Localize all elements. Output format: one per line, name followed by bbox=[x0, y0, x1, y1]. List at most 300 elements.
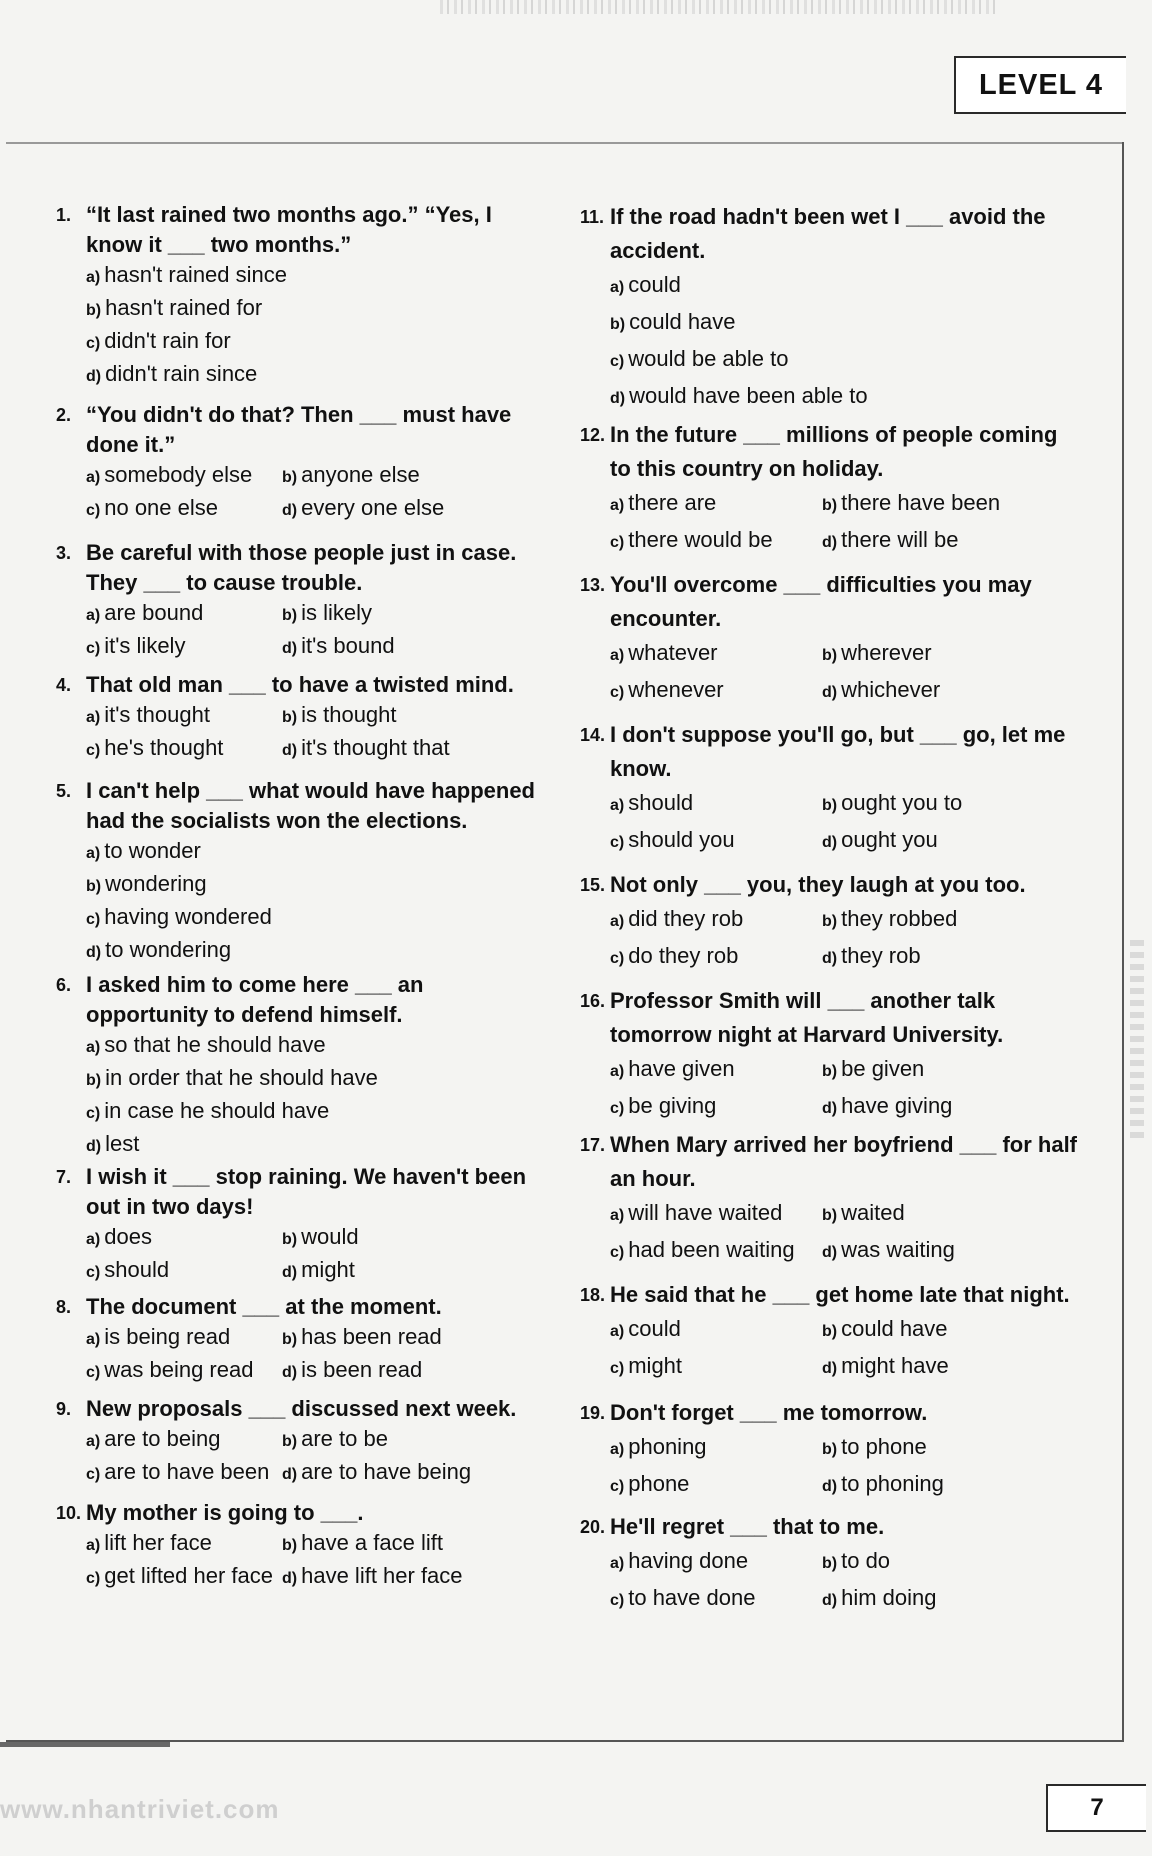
question-18 bbox=[580, 1278, 1080, 1386]
answer-option[interactable] bbox=[610, 1196, 822, 1233]
option-text: could have bbox=[841, 1316, 948, 1341]
option-text: have lift her face bbox=[301, 1563, 463, 1588]
answer-option[interactable] bbox=[86, 733, 282, 766]
option-letter: b) bbox=[822, 913, 838, 930]
option-text: to phone bbox=[841, 1434, 927, 1459]
answer-option[interactable] bbox=[610, 1430, 822, 1467]
option-text: are bound bbox=[104, 600, 204, 625]
option-text: to wonder bbox=[104, 838, 201, 863]
answer-option[interactable] bbox=[822, 1581, 1080, 1618]
question-text: “You didn't do that? Then ___ must have done it.” bbox=[86, 402, 512, 457]
answer-option[interactable] bbox=[610, 786, 822, 823]
option-text: could bbox=[628, 272, 681, 297]
option-text: hasn't rained since bbox=[104, 262, 287, 287]
option-text: having done bbox=[628, 1548, 749, 1573]
option-text: they rob bbox=[841, 943, 921, 968]
answer-option[interactable] bbox=[86, 293, 546, 326]
option-text: would be able to bbox=[628, 346, 789, 371]
answer-option[interactable] bbox=[86, 902, 546, 935]
option-letter: a) bbox=[86, 709, 101, 726]
answer-option[interactable] bbox=[610, 1544, 822, 1581]
option-text: lift her face bbox=[104, 1530, 212, 1555]
answer-option[interactable] bbox=[282, 493, 546, 526]
answer-option[interactable] bbox=[86, 1424, 282, 1457]
option-text: might bbox=[628, 1353, 683, 1378]
option-letter: c) bbox=[86, 640, 101, 657]
answer-options bbox=[610, 786, 1080, 860]
answer-option[interactable] bbox=[86, 631, 282, 664]
option-text: having wondered bbox=[104, 904, 272, 929]
question-14 bbox=[580, 718, 1080, 860]
option-text: be given bbox=[841, 1056, 925, 1081]
option-text: there are bbox=[628, 490, 717, 515]
option-text: wherever bbox=[841, 640, 932, 665]
level-label: LEVEL 4 bbox=[978, 68, 1104, 101]
option-text: are to being bbox=[104, 1426, 221, 1451]
question-number: 7. bbox=[56, 1167, 72, 1187]
question-17 bbox=[580, 1128, 1080, 1270]
question-text: I asked him to come here ___ an opportunity to defend himself. bbox=[86, 972, 424, 1027]
answer-option[interactable] bbox=[610, 1052, 822, 1089]
question-5 bbox=[56, 776, 546, 968]
option-text: might have bbox=[841, 1353, 949, 1378]
option-letter: b) bbox=[282, 469, 298, 486]
answer-option[interactable] bbox=[86, 1255, 282, 1288]
answer-option[interactable] bbox=[282, 1528, 546, 1561]
option-letter: a) bbox=[86, 1039, 101, 1056]
answer-option[interactable] bbox=[86, 700, 282, 733]
question-number: 9. bbox=[56, 1399, 72, 1419]
option-text: phone bbox=[628, 1471, 690, 1496]
option-text: have given bbox=[628, 1056, 735, 1081]
answer-option[interactable] bbox=[822, 486, 1080, 523]
option-letter: b) bbox=[822, 797, 838, 814]
option-letter: a) bbox=[610, 1063, 625, 1080]
question-text: Be careful with those people just in case. They ___ to cause trouble. bbox=[86, 540, 517, 595]
option-text: is likely bbox=[301, 600, 373, 625]
option-letter: c) bbox=[610, 1360, 625, 1377]
question-number: 8. bbox=[56, 1297, 72, 1317]
option-letter: b) bbox=[282, 709, 298, 726]
option-text: are to have being bbox=[301, 1459, 472, 1484]
answer-option[interactable] bbox=[86, 1457, 282, 1490]
question-number: 13. bbox=[580, 575, 606, 595]
answer-option[interactable] bbox=[610, 523, 822, 560]
option-letter: c) bbox=[86, 502, 101, 519]
option-text: is been read bbox=[301, 1357, 423, 1382]
option-text: are to be bbox=[301, 1426, 388, 1451]
answer-option[interactable] bbox=[86, 1096, 546, 1129]
question-text: Don't forget ___ me tomorrow. bbox=[610, 1400, 928, 1425]
answer-option[interactable] bbox=[282, 1255, 546, 1288]
page-number-box bbox=[1046, 1784, 1146, 1832]
question-text: Professor Smith will ___ another talk tomorrow night at Harvard University. bbox=[610, 988, 1004, 1047]
option-letter: a) bbox=[86, 1433, 101, 1450]
level-heading bbox=[954, 56, 1126, 114]
answer-option[interactable] bbox=[822, 902, 1080, 939]
question-text: New proposals ___ discussed next week. bbox=[86, 1396, 517, 1421]
answer-option[interactable] bbox=[822, 1052, 1080, 1089]
option-text: somebody else bbox=[104, 462, 253, 487]
option-letter: a) bbox=[86, 1331, 101, 1348]
option-text: have a face lift bbox=[301, 1530, 443, 1555]
answer-option[interactable] bbox=[282, 1322, 546, 1355]
question-text: Not only ___ you, they laugh at you too. bbox=[610, 872, 1026, 897]
question-number: 5. bbox=[56, 781, 72, 801]
question-text: That old man ___ to have a twisted mind. bbox=[86, 672, 514, 697]
option-text: lest bbox=[105, 1131, 140, 1156]
option-text: there would be bbox=[628, 527, 773, 552]
option-letter: a) bbox=[86, 469, 101, 486]
option-text: could have bbox=[629, 309, 736, 334]
answer-option[interactable] bbox=[610, 268, 1080, 305]
question-text: He said that he ___ get home late that night. bbox=[610, 1282, 1070, 1307]
option-letter: c) bbox=[610, 1592, 625, 1609]
question-6 bbox=[56, 970, 546, 1162]
answer-options bbox=[86, 260, 546, 392]
answer-option[interactable] bbox=[822, 1467, 1080, 1504]
option-text: might bbox=[301, 1257, 355, 1282]
option-text: in order that he should have bbox=[105, 1065, 378, 1090]
answer-options bbox=[610, 1196, 1080, 1270]
answer-option[interactable] bbox=[86, 460, 282, 493]
answer-option[interactable] bbox=[282, 460, 546, 493]
question-text: If the road hadn't been wet I ___ avoid the accident. bbox=[610, 204, 1046, 263]
answer-option[interactable] bbox=[86, 869, 546, 902]
answer-options bbox=[86, 598, 546, 664]
option-letter: c) bbox=[610, 684, 625, 701]
option-letter: d) bbox=[822, 1592, 838, 1609]
scan-noise-top bbox=[440, 0, 1000, 14]
answer-option[interactable] bbox=[610, 1233, 822, 1270]
option-letter: d) bbox=[282, 1364, 298, 1381]
answer-option[interactable] bbox=[282, 700, 546, 733]
option-letter: b) bbox=[86, 1072, 102, 1089]
answer-option[interactable] bbox=[822, 1196, 1080, 1233]
option-letter: b) bbox=[822, 1207, 838, 1224]
answer-option[interactable] bbox=[86, 260, 546, 293]
answer-option[interactable] bbox=[282, 1561, 546, 1594]
question-stem bbox=[580, 984, 1080, 1052]
question-text: In the future ___ millions of people coming to this country on holiday. bbox=[610, 422, 1058, 481]
answer-options bbox=[86, 1322, 546, 1388]
option-text: no one else bbox=[104, 495, 218, 520]
option-letter: b) bbox=[282, 1537, 298, 1554]
answer-option[interactable] bbox=[282, 631, 546, 664]
answer-options bbox=[86, 836, 546, 968]
answer-options bbox=[86, 1424, 546, 1490]
option-letter: c) bbox=[86, 742, 101, 759]
question-19 bbox=[580, 1396, 1080, 1504]
option-text: is thought bbox=[301, 702, 397, 727]
option-text: ought you bbox=[841, 827, 938, 852]
option-text: there have been bbox=[841, 490, 1001, 515]
question-stem bbox=[580, 200, 1080, 268]
option-text: anyone else bbox=[301, 462, 420, 487]
option-text: be giving bbox=[628, 1093, 717, 1118]
answer-option[interactable] bbox=[610, 1312, 822, 1349]
answer-option[interactable] bbox=[610, 379, 1080, 416]
answer-option[interactable] bbox=[610, 1349, 822, 1386]
answer-option[interactable] bbox=[282, 1222, 546, 1255]
answer-options bbox=[86, 1528, 546, 1594]
answer-option[interactable] bbox=[822, 1430, 1080, 1467]
option-text: would have been able to bbox=[629, 383, 868, 408]
answer-option[interactable] bbox=[822, 786, 1080, 823]
answer-option[interactable] bbox=[86, 598, 282, 631]
question-4 bbox=[56, 670, 546, 766]
question-stem bbox=[56, 1292, 546, 1322]
question-number: 19. bbox=[580, 1403, 606, 1423]
answer-option[interactable] bbox=[822, 1089, 1080, 1126]
option-letter: a) bbox=[86, 845, 101, 862]
answer-option[interactable] bbox=[610, 342, 1080, 379]
answer-options bbox=[610, 1430, 1080, 1504]
answer-option[interactable] bbox=[610, 305, 1080, 342]
option-letter: a) bbox=[86, 607, 101, 624]
option-text: had been waiting bbox=[628, 1237, 795, 1262]
option-letter: d) bbox=[86, 1138, 102, 1155]
option-text: does bbox=[104, 1224, 152, 1249]
answer-option[interactable] bbox=[822, 1312, 1080, 1349]
option-letter: b) bbox=[822, 1441, 838, 1458]
question-text: I wish it ___ stop raining. We haven't been out in two days! bbox=[86, 1164, 527, 1219]
answer-option[interactable] bbox=[610, 1089, 822, 1126]
option-letter: d) bbox=[282, 1466, 298, 1483]
answer-option[interactable] bbox=[86, 1030, 546, 1063]
answer-options bbox=[610, 636, 1080, 710]
option-letter: d) bbox=[282, 502, 298, 519]
option-letter: c) bbox=[86, 1466, 101, 1483]
option-text: it's thought that bbox=[301, 735, 450, 760]
question-number: 6. bbox=[56, 975, 72, 995]
question-stem bbox=[580, 1510, 1080, 1544]
option-letter: c) bbox=[86, 335, 101, 352]
option-text: whichever bbox=[841, 677, 941, 702]
option-letter: c) bbox=[610, 1478, 625, 1495]
option-letter: d) bbox=[822, 684, 838, 701]
option-text: was being read bbox=[104, 1357, 254, 1382]
option-letter: a) bbox=[610, 1441, 625, 1458]
option-letter: d) bbox=[822, 1478, 838, 1495]
answer-option[interactable] bbox=[610, 939, 822, 976]
option-text: it's bound bbox=[301, 633, 395, 658]
answer-option[interactable] bbox=[86, 1063, 546, 1096]
option-letter: c) bbox=[610, 534, 625, 551]
answer-options bbox=[610, 1312, 1080, 1386]
answer-option[interactable] bbox=[282, 598, 546, 631]
option-text: didn't rain since bbox=[105, 361, 258, 386]
option-letter: a) bbox=[610, 913, 625, 930]
answer-option[interactable] bbox=[822, 1544, 1080, 1581]
option-text: should bbox=[104, 1257, 170, 1282]
question-number: 16. bbox=[580, 991, 606, 1011]
option-letter: b) bbox=[282, 607, 298, 624]
question-stem bbox=[56, 200, 546, 260]
question-number: 2. bbox=[56, 405, 72, 425]
option-text: there will be bbox=[841, 527, 959, 552]
option-text: get lifted her face bbox=[104, 1563, 274, 1588]
option-text: hasn't rained for bbox=[105, 295, 263, 320]
option-text: should you bbox=[628, 827, 735, 852]
question-number: 20. bbox=[580, 1517, 606, 1537]
option-letter: c) bbox=[86, 911, 101, 928]
option-text: did they rob bbox=[628, 906, 744, 931]
option-letter: d) bbox=[282, 1264, 298, 1281]
option-text: could bbox=[628, 1316, 681, 1341]
question-2 bbox=[56, 400, 546, 526]
option-letter: b) bbox=[86, 302, 102, 319]
question-text: “It last rained two months ago.” “Yes, I know it ___ two months.” bbox=[86, 202, 492, 257]
question-stem bbox=[580, 1396, 1080, 1430]
option-letter: d) bbox=[86, 368, 102, 385]
question-number: 17. bbox=[580, 1135, 606, 1155]
answer-option[interactable] bbox=[610, 673, 822, 710]
option-letter: c) bbox=[610, 353, 625, 370]
option-letter: b) bbox=[822, 1063, 838, 1080]
question-number: 10. bbox=[56, 1503, 82, 1523]
answer-options bbox=[86, 1222, 546, 1288]
answer-option[interactable] bbox=[282, 1355, 546, 1388]
option-text: phoning bbox=[628, 1434, 707, 1459]
option-letter: c) bbox=[610, 1100, 625, 1117]
answer-option[interactable] bbox=[86, 935, 546, 968]
answer-option[interactable] bbox=[86, 493, 282, 526]
option-text: him doing bbox=[841, 1585, 937, 1610]
option-text: to have done bbox=[628, 1585, 756, 1610]
question-number: 18. bbox=[580, 1285, 606, 1305]
answer-option[interactable] bbox=[282, 1424, 546, 1457]
question-stem bbox=[56, 538, 546, 598]
question-number: 4. bbox=[56, 675, 72, 695]
option-letter: c) bbox=[86, 1264, 101, 1281]
question-number: 11. bbox=[580, 207, 605, 227]
option-letter: a) bbox=[610, 279, 625, 296]
option-text: it's thought bbox=[104, 702, 210, 727]
option-text: it's likely bbox=[104, 633, 186, 658]
question-number: 1. bbox=[56, 205, 72, 225]
question-stem bbox=[580, 1278, 1080, 1312]
option-letter: c) bbox=[610, 834, 625, 851]
question-text: He'll regret ___ that to me. bbox=[610, 1514, 885, 1539]
question-number: 3. bbox=[56, 543, 72, 563]
answer-option[interactable] bbox=[282, 1457, 546, 1490]
question-16 bbox=[580, 984, 1080, 1126]
answer-option[interactable] bbox=[86, 326, 546, 359]
answer-option[interactable] bbox=[86, 1561, 282, 1594]
answer-option[interactable] bbox=[86, 836, 546, 869]
answer-option[interactable] bbox=[86, 1322, 282, 1355]
option-letter: a) bbox=[86, 269, 101, 286]
question-number: 14. bbox=[580, 725, 606, 745]
answer-option[interactable] bbox=[86, 1528, 282, 1561]
question-text: When Mary arrived her boyfriend ___ for half an hour. bbox=[610, 1132, 1078, 1191]
option-letter: b) bbox=[86, 878, 102, 895]
option-text: in case he should have bbox=[104, 1098, 330, 1123]
answer-options bbox=[610, 902, 1080, 976]
question-13 bbox=[580, 568, 1080, 710]
answer-option[interactable] bbox=[86, 359, 546, 392]
option-text: every one else bbox=[301, 495, 445, 520]
option-text: to wondering bbox=[105, 937, 232, 962]
option-letter: c) bbox=[86, 1105, 101, 1122]
option-letter: a) bbox=[610, 1207, 625, 1224]
answer-option[interactable] bbox=[822, 673, 1080, 710]
option-letter: d) bbox=[822, 534, 838, 551]
option-text: was waiting bbox=[841, 1237, 955, 1262]
question-number: 12. bbox=[580, 425, 606, 445]
option-text: waited bbox=[841, 1200, 905, 1225]
option-text: would bbox=[301, 1224, 359, 1249]
question-7 bbox=[56, 1162, 546, 1288]
question-stem bbox=[580, 868, 1080, 902]
option-letter: c) bbox=[610, 1244, 625, 1261]
answer-option[interactable] bbox=[610, 486, 822, 523]
answer-option[interactable] bbox=[86, 1222, 282, 1255]
option-letter: b) bbox=[282, 1331, 298, 1348]
question-text: I don't suppose you'll go, but ___ go, let me know. bbox=[610, 722, 1066, 781]
option-letter: a) bbox=[610, 797, 625, 814]
question-10 bbox=[56, 1498, 546, 1594]
question-9 bbox=[56, 1394, 546, 1490]
answer-option[interactable] bbox=[822, 1349, 1080, 1386]
question-12 bbox=[580, 418, 1080, 560]
answer-option[interactable] bbox=[822, 523, 1080, 560]
option-letter: b) bbox=[822, 1323, 838, 1340]
question-20 bbox=[580, 1510, 1080, 1618]
option-letter: c) bbox=[86, 1570, 101, 1587]
answer-option[interactable] bbox=[610, 636, 822, 673]
answer-option[interactable] bbox=[822, 636, 1080, 673]
option-letter: d) bbox=[282, 742, 298, 759]
answer-option[interactable] bbox=[822, 1233, 1080, 1270]
question-15 bbox=[580, 868, 1080, 976]
option-letter: a) bbox=[610, 1323, 625, 1340]
answer-option[interactable] bbox=[610, 902, 822, 939]
answer-option[interactable] bbox=[610, 1581, 822, 1618]
answer-option[interactable] bbox=[822, 939, 1080, 976]
option-letter: d) bbox=[822, 1244, 838, 1261]
option-text: are to have been bbox=[104, 1459, 270, 1484]
question-3 bbox=[56, 538, 546, 664]
answer-options bbox=[86, 700, 546, 766]
question-number: 15. bbox=[580, 875, 606, 895]
answer-option[interactable] bbox=[86, 1129, 546, 1162]
answer-option[interactable] bbox=[86, 1355, 282, 1388]
question-stem bbox=[56, 400, 546, 460]
option-text: to do bbox=[841, 1548, 891, 1573]
answer-option[interactable] bbox=[822, 823, 1080, 860]
option-letter: d) bbox=[86, 944, 102, 961]
question-stem bbox=[580, 418, 1080, 486]
side-stamp bbox=[1130, 940, 1144, 1140]
option-text: have giving bbox=[841, 1093, 953, 1118]
answer-option[interactable] bbox=[610, 1467, 822, 1504]
question-text: You'll overcome ___ difficulties you may encounter. bbox=[610, 572, 1032, 631]
answer-option[interactable] bbox=[282, 733, 546, 766]
option-letter: b) bbox=[822, 497, 838, 514]
option-text: do they rob bbox=[628, 943, 739, 968]
option-text: so that he should have bbox=[104, 1032, 326, 1057]
question-1 bbox=[56, 200, 546, 392]
answer-option[interactable] bbox=[610, 823, 822, 860]
question-stem bbox=[580, 568, 1080, 636]
option-letter: b) bbox=[610, 316, 626, 333]
option-letter: b) bbox=[282, 1433, 298, 1450]
page-number: 7 bbox=[1090, 1794, 1104, 1821]
option-letter: a) bbox=[610, 1555, 625, 1572]
option-letter: d) bbox=[822, 1100, 838, 1117]
